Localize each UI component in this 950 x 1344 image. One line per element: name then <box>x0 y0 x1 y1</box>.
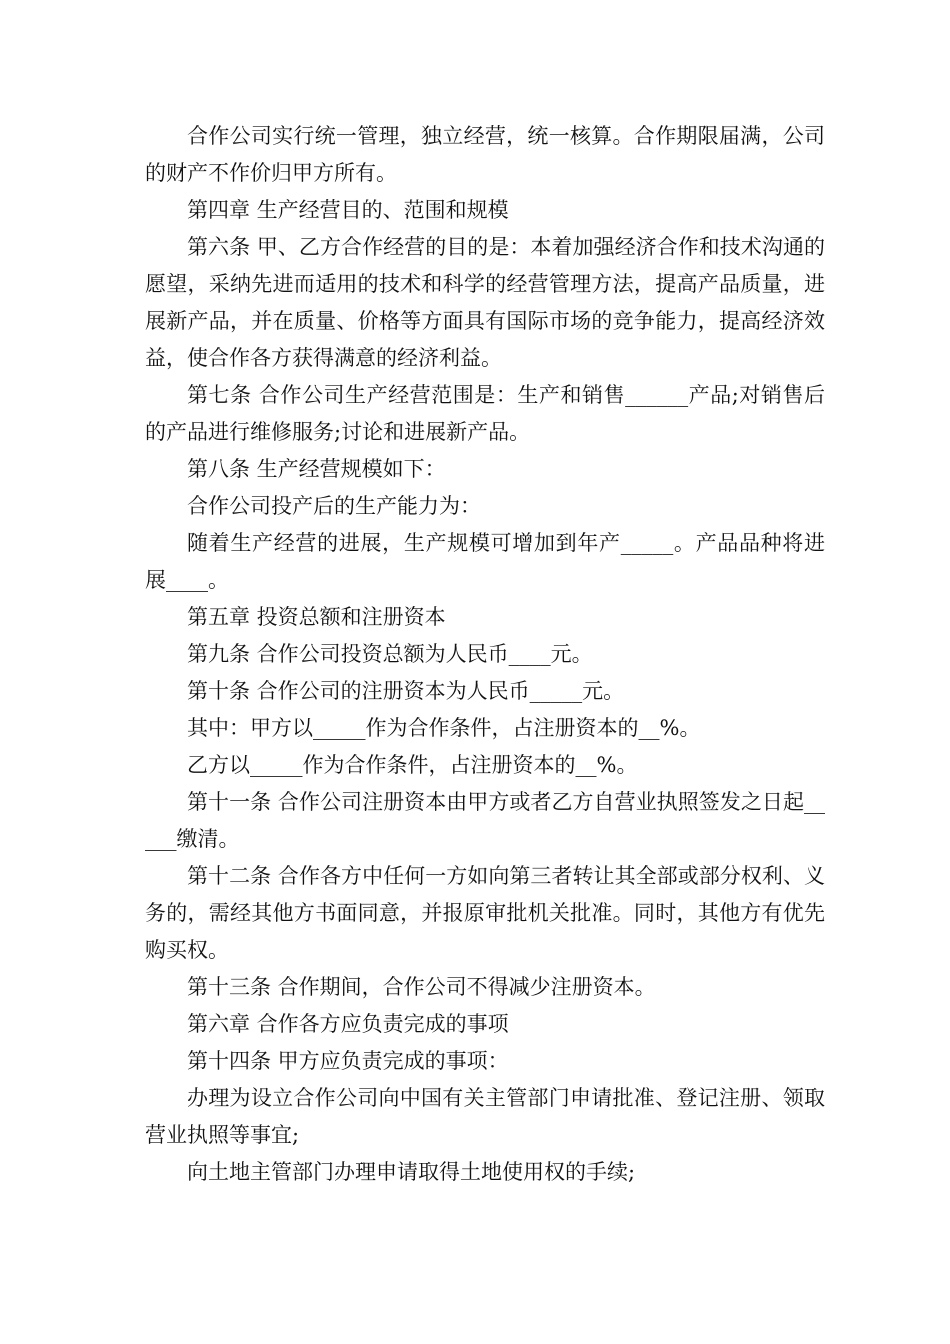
party-b-contribution: 乙方以_____作为合作条件，占注册资本的__%。 <box>187 753 638 777</box>
party-a-duty-registration: 办理为设立合作公司向中国有关主管部门申请批准、登记注册、领取营业执照等事宜; <box>145 1086 825 1147</box>
party-a-contribution: 其中：甲方以_____作为合作条件，占注册资本的__%。 <box>187 716 701 740</box>
article-8: 第八条 生产经营规模如下： <box>187 457 446 481</box>
article-12: 第十二条 合作各方中任何一方如向第三者转让其全部或部分权利、义务的，需经其他方书面同意，并报原审批机关批准。同时，其他方有优先购买权。 <box>145 864 825 962</box>
article-13: 第十三条 合作期间，合作公司不得减少注册资本。 <box>187 975 656 999</box>
article-6: 第六条 甲、乙方合作经营的目的是：本着加强经济合作和技术沟通的愿望，采纳先进而适用的技术和科学的经营管理方法，提高产品质量，进展新产品，并在质量、价格等方面具有国际市场的竞争能力，提高经济效益，使合作各方获得满意的经济利益。 <box>145 235 825 370</box>
party-a-duty-land-use: 向土地主管部门办理申请取得土地使用权的手续; <box>187 1160 636 1184</box>
chapter-6-heading: 第六章 合作各方应负责完成的事项 <box>187 1012 509 1036</box>
article-7: 第七条 合作公司生产经营范围是：生产和销售______产品;对销售后的产品进行维修服务;讨论和进展新产品。 <box>145 383 825 444</box>
article-10: 第十条 合作公司的注册资本为人民币_____元。 <box>187 679 625 703</box>
production-scale-growth: 随着生产经营的进展，生产规模可增加到年产_____。产品品种将进展____。 <box>145 531 825 592</box>
chapter-4-heading: 第四章 生产经营目的、范围和规模 <box>187 198 509 222</box>
production-capacity: 合作公司投产后的生产能力为： <box>187 494 481 518</box>
paragraph-company-management: 合作公司实行统一管理，独立经营，统一核算。合作期限届满，公司的财产不作价归甲方所有。 <box>145 124 825 185</box>
document-body <box>145 118 825 1191</box>
chapter-5-heading: 第五章 投资总额和注册资本 <box>187 605 446 629</box>
article-14: 第十四条 甲方应负责完成的事项： <box>187 1049 509 1073</box>
article-9: 第九条 合作公司投资总额为人民币____元。 <box>187 642 593 666</box>
article-11: 第十一条 合作公司注册资本由甲方或者乙方自营业执照签发之日起_____缴清。 <box>145 790 825 851</box>
